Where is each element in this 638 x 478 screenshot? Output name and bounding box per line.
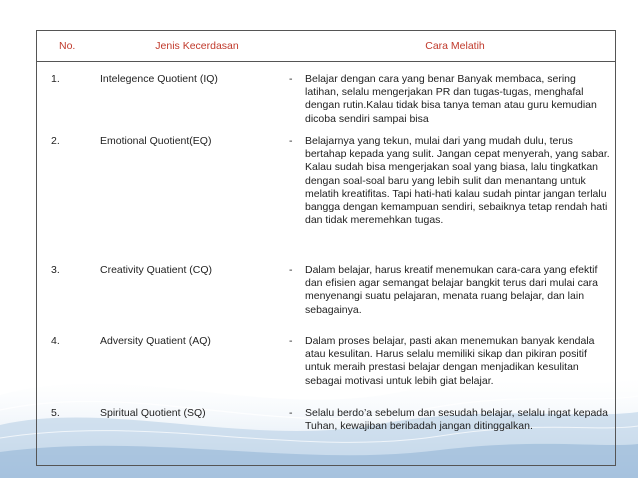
row-cara	[289, 407, 611, 433]
row-jenis: Creativity Quatient (CQ)	[100, 264, 213, 276]
bullet-dash: -	[289, 135, 293, 147]
header-no: No.	[59, 40, 76, 52]
row-number: 4.	[51, 335, 60, 347]
bullet-dash: -	[289, 73, 293, 85]
bullet-dash: -	[289, 407, 293, 419]
header-cara-melatih: Cara Melatih	[425, 40, 485, 52]
row-jenis: Intelegence Quotient (IQ)	[100, 73, 218, 85]
row-cara-text: Dalam proses belajar, pasti akan menemukan banyak kendala atau kesulitan. Harus selalu memiliki sikap dan pikiran positif untuk meraih prestasi belajar dengan menjadikan kesulitan sebagai motivasi untuk lebih giat belajar.	[305, 335, 595, 387]
row-cara	[289, 264, 611, 317]
row-number: 3.	[51, 264, 60, 276]
kecerdasan-table	[36, 30, 616, 466]
row-cara	[289, 135, 611, 227]
row-jenis: Spiritual Quotient (SQ)	[100, 407, 206, 419]
bullet-dash: -	[289, 264, 293, 276]
row-cara-text: Belajarnya yang tekun, mulai dari yang mudah dulu, terus bertahap kepada yang sulit. Jangan cepat menyerah, yang sabar. Kalau sudah bisa mengerjakan soal yang biasa, lalu tingkatkan dengan soal-soal baru yang lebih sulit dan menantang untuk melatih kreatifitas. Tapi hati-hati kalau sudah pintar jangan terlalu bangga dengan kemampuan sendiri, sebaiknya tetap rendah hati dan tidak meremehkan tugas.	[305, 135, 610, 227]
row-number: 2.	[51, 135, 60, 147]
row-cara-text: Dalam belajar, harus kreatif menemukan cara-cara yang efektif dan efisien agar semangat belajar bangkit terus dari mulai cara menyenangi suatu pelajaran, menata ruang belajar, dan lain sebagainya.	[305, 264, 599, 316]
table-header	[37, 31, 615, 62]
row-number: 5.	[51, 407, 60, 419]
row-cara-text: Selalu berdo’a sebelum dan sesudah belajar, selalu ingat kepada Tuhan, kewajiban beribadah jangan ditinggalkan.	[305, 407, 608, 433]
bullet-dash: -	[289, 335, 293, 347]
row-jenis: Adversity Quatient (AQ)	[100, 335, 211, 347]
row-cara	[289, 335, 611, 388]
row-cara-text: Belajar dengan cara yang benar Banyak membaca, sering latihan, selalu mengerjakan PR dan tugas-tugas, menghafal dengan rutin.Kalau tidak bisa tanya teman atau guru kemudian dicoba sendiri sampai bisa	[305, 73, 597, 125]
row-jenis: Emotional Quotient(EQ)	[100, 135, 212, 147]
header-jenis-kecerdasan: Jenis Kecerdasan	[155, 40, 239, 52]
row-cara	[289, 73, 611, 126]
row-number: 1.	[51, 73, 60, 85]
